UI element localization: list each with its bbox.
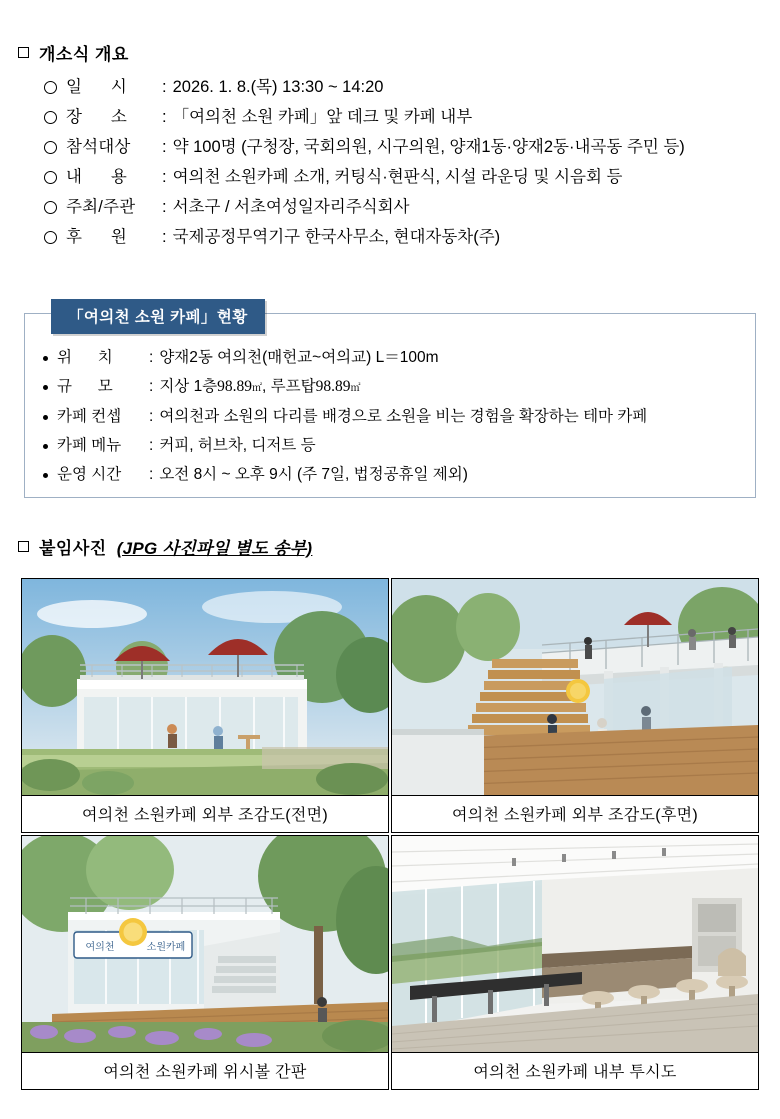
list-item xyxy=(43,405,755,428)
item-separator: : xyxy=(162,108,167,127)
item-area-2: 98.89 xyxy=(315,378,351,396)
list-item xyxy=(44,165,762,190)
exterior-front-illustration xyxy=(22,579,388,795)
circle-bullet-icon xyxy=(44,111,57,124)
list-item xyxy=(43,346,755,369)
item-text: 약 100명 (구청장, 국회의원, 시구의원, 양재1동·양재2동·내곡동 주민 등) xyxy=(172,138,685,157)
list-item xyxy=(43,463,755,486)
wishball-sign-illustration xyxy=(22,836,388,1052)
item-area-unit-1: ㎡ xyxy=(252,383,263,395)
item-text-pre: 지상 1층 xyxy=(159,378,218,396)
status-title: 「여의천 소원 카페」현황 xyxy=(51,299,265,334)
list-item xyxy=(44,105,762,130)
item-label: 규 모 xyxy=(57,378,113,396)
item-label: 카페 컨셉 xyxy=(57,407,122,425)
dot-bullet-icon xyxy=(43,356,48,361)
item-label: 장 소 xyxy=(66,108,127,127)
photo-cell xyxy=(391,835,759,1090)
list-item xyxy=(44,75,762,100)
photo-exterior-front xyxy=(22,579,388,796)
list-item xyxy=(43,375,755,398)
list-item xyxy=(44,135,762,160)
item-text: 2026. 1. 8.(목) 13:30 ~ 14:20 xyxy=(172,78,384,96)
item-text: 국제공정무역기구 한국사무소, 현대자동차(주) xyxy=(172,228,501,247)
item-text: 양재2동 여의천(매헌교~여의교) L＝100m xyxy=(159,349,439,366)
item-text: 오전 8시 ~ 오후 9시 (주 7일, 법정공휴일 제외) xyxy=(159,466,468,483)
circle-bullet-icon xyxy=(44,201,57,214)
item-text-mid: , 루프탑 xyxy=(262,378,316,396)
circle-bullet-icon xyxy=(44,231,57,244)
cafe-status-box xyxy=(24,309,756,498)
item-separator: : xyxy=(149,436,154,454)
item-label: 참석대상 xyxy=(66,138,131,157)
item-separator: : xyxy=(162,198,167,217)
interior-view-illustration xyxy=(392,836,758,1052)
overview-section xyxy=(18,40,762,255)
item-label: 카페 메뉴 xyxy=(57,436,122,454)
item-separator: : xyxy=(162,228,167,247)
item-text: 서초구 / 서초여성일자리주식회사 xyxy=(172,198,410,217)
item-label: 위 치 xyxy=(57,349,113,366)
photo-caption: 여의천 소원카페 위시볼 간판 xyxy=(103,1064,307,1081)
dot-bullet-icon xyxy=(43,444,48,449)
item-text: 여의천 소원카페 소개, 커팅식·현판식, 시설 라운딩 및 시음회 등 xyxy=(172,168,623,187)
list-item xyxy=(44,225,762,250)
photo-caption: 여의천 소원카페 내부 투시도 xyxy=(473,1064,677,1081)
photo-grid xyxy=(21,578,759,1090)
item-area-1: 98.89 xyxy=(217,378,253,396)
list-item xyxy=(43,434,755,457)
square-bullet-icon xyxy=(18,541,29,552)
overview-heading-text: 개소식 개요 xyxy=(39,45,129,64)
dot-bullet-icon xyxy=(43,385,48,390)
dot-bullet-icon xyxy=(43,473,48,478)
photo-caption: 여의천 소원카페 외부 조감도(전면) xyxy=(81,807,329,824)
item-label: 내 용 xyxy=(66,168,127,187)
item-separator: : xyxy=(149,349,154,366)
item-text: 「여의천 소원 카페」앞 데크 및 카페 내부 xyxy=(172,108,473,127)
dot-bullet-icon xyxy=(43,415,48,420)
item-text: 커피, 허브차, 디저트 등 xyxy=(159,436,316,454)
item-separator: : xyxy=(149,466,154,483)
item-area-unit-2: ㎡ xyxy=(350,383,361,395)
item-label: 후 원 xyxy=(66,228,127,247)
circle-bullet-icon xyxy=(44,141,57,154)
photo-cell xyxy=(21,578,389,833)
status-title-wrap xyxy=(51,299,265,334)
photos-heading-note: (JPG 사진파일 별도 송부) xyxy=(116,539,313,558)
sign-text-left: 여의천 xyxy=(85,942,115,953)
item-label: 운영 시간 xyxy=(57,466,122,483)
photos-section-heading xyxy=(18,534,762,559)
exterior-rear-illustration xyxy=(392,579,758,795)
photo-wishball-sign xyxy=(22,836,388,1053)
circle-bullet-icon xyxy=(44,81,57,94)
photos-heading-text: 붙임사진 xyxy=(39,539,107,558)
overview-list xyxy=(18,75,762,250)
photo-interior-view xyxy=(392,836,758,1053)
square-bullet-icon xyxy=(18,47,29,58)
item-separator: : xyxy=(162,138,167,157)
photo-cell xyxy=(391,578,759,833)
photo-caption: 여의천 소원카페 외부 조감도(후면) xyxy=(451,807,699,824)
item-label: 주최/주관 xyxy=(66,198,136,217)
item-separator: : xyxy=(149,378,154,396)
photo-cell xyxy=(21,835,389,1090)
item-text: 여의천과 소원의 다리를 배경으로 소원을 비는 경험을 확장하는 테마 카페 xyxy=(159,407,648,425)
item-separator: : xyxy=(162,168,167,187)
photos-heading-row xyxy=(18,534,762,559)
overview-heading xyxy=(18,40,762,65)
item-separator: : xyxy=(149,407,154,425)
item-separator: : xyxy=(162,78,167,96)
status-list xyxy=(25,314,755,486)
circle-bullet-icon xyxy=(44,171,57,184)
item-label: 일 시 xyxy=(66,78,127,96)
photo-exterior-rear xyxy=(392,579,758,796)
list-item xyxy=(44,195,762,220)
sign-text-right: 소원카페 xyxy=(146,942,186,953)
